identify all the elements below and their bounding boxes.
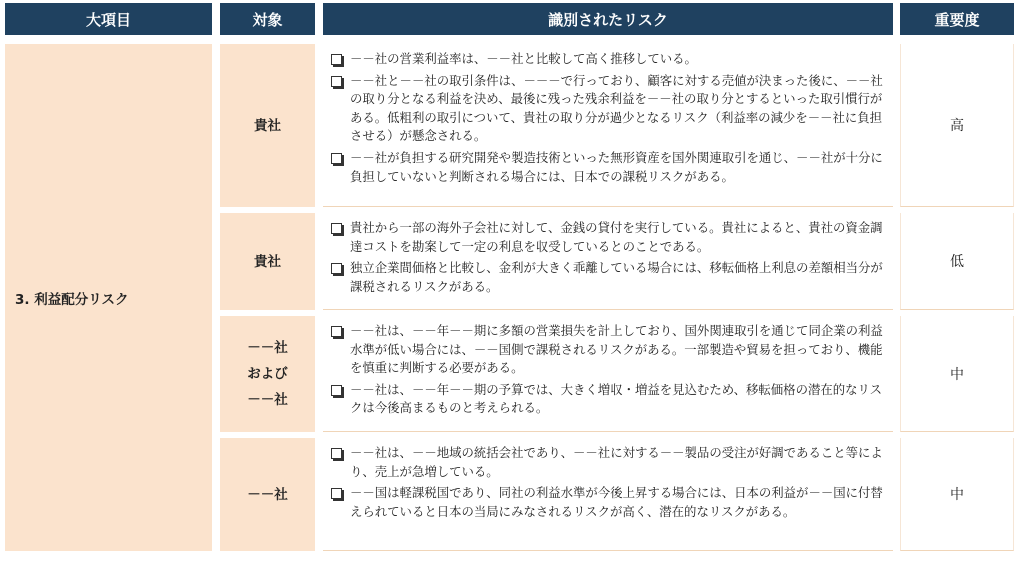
major-item-cell: [5, 44, 212, 551]
risk-bullet: 独立企業間価格と比較し、金利が大きく乖離している場合には、移転価格上利息の差額相当分が課税されるリスクがある。: [329, 259, 887, 296]
importance-value: 高: [950, 118, 964, 134]
target-line: 貴社: [254, 117, 281, 134]
major-item-label: 3. 利益配分リスク: [15, 291, 129, 308]
importance-value: 中: [950, 366, 964, 383]
header-target: 対象: [220, 3, 315, 35]
target-cell-3: [220, 316, 315, 432]
header-importance: 重要度: [900, 3, 1014, 35]
target-cell-4: [220, 438, 315, 551]
checkbox-bullet-icon: [331, 54, 342, 65]
checkbox-bullet-icon: [331, 326, 342, 337]
header-major: 大項目: [5, 3, 212, 35]
risk-cell-3: [323, 316, 893, 432]
risk-bullet: －－社は、－－地域の統括会社であり、－－社に対する－－製品の受注が好調であること等により、売上が急増している。: [329, 444, 887, 481]
risk-cell-4: [323, 438, 893, 551]
checkbox-bullet-icon: [331, 263, 342, 274]
risk-cell-2: [323, 213, 893, 310]
importance-cell-1: [900, 44, 1014, 207]
checkbox-bullet-icon: [331, 448, 342, 459]
risk-bullet: 貴社から一部の海外子会社に対して、金銭の貸付を実行している。貴社によると、貴社の資金調達コストを勘案して一定の利息を収受しているとのことである。: [329, 219, 887, 256]
target-line: および: [247, 366, 288, 382]
importance-cell-3: [900, 316, 1014, 432]
risk-bullet: －－国は軽課税国であり、同社の利益水準が今後上昇する場合には、日本の利益が－－国に付替えられていると日本の当局にみなされるリスクが高く、潜在的なリスクがある。: [329, 484, 887, 521]
checkbox-bullet-icon: [331, 488, 342, 499]
target-line: －－社: [247, 392, 288, 408]
risk-bullet: －－社は、－－年－－期の予算では、大きく増収・増益を見込むため、移転価格の潜在的なリスクは今後高まるものと考えられる。: [329, 381, 887, 418]
target-cell-2: [220, 213, 315, 310]
risk-bullet: －－社と－－社の取引条件は、－－－で行っており、顧客に対する売値が決まった後に、－－社の取り分となる利益を決め、最後に残った残余利益を－－社の取り分とするといった取引慣行がある。低粗利の取引について、貴社の取り分が過少となるリスク（利益率の減少を－－社に負担させる）が懸念される。: [329, 72, 887, 146]
risk-bullet: －－社は、－－年－－期に多額の営業損失を計上しており、国外関連取引を通じて同企業の利益水準が低い場合には、－－国側で課税されるリスクがある。一部製造や貿易を担っており、機能を慎重に判断する必要がある。: [329, 322, 887, 378]
target-cell-1: [220, 44, 315, 207]
checkbox-bullet-icon: [331, 76, 342, 87]
target-line: 貴社: [254, 253, 281, 270]
importance-value: 低: [950, 254, 964, 270]
checkbox-bullet-icon: [331, 223, 342, 234]
checkbox-bullet-icon: [331, 153, 342, 164]
importance-value: 中: [950, 487, 964, 503]
target-line: －－社: [247, 340, 288, 356]
importance-cell-4: [900, 438, 1014, 551]
header-risk: 識別されたリスク: [323, 3, 893, 35]
importance-cell-2: [900, 213, 1014, 310]
risk-cell-1: [323, 44, 893, 207]
risk-bullet: －－社が負担する研究開発や製造技術といった無形資産を国外関連取引を通じ、－－社が十分に負担していないと判断される場合には、日本での課税リスクがある。: [329, 149, 887, 186]
target-line: －－社: [247, 486, 288, 503]
risk-bullet: －－社の営業利益率は、－－社と比較して高く推移している。: [329, 50, 887, 69]
checkbox-bullet-icon: [331, 385, 342, 396]
